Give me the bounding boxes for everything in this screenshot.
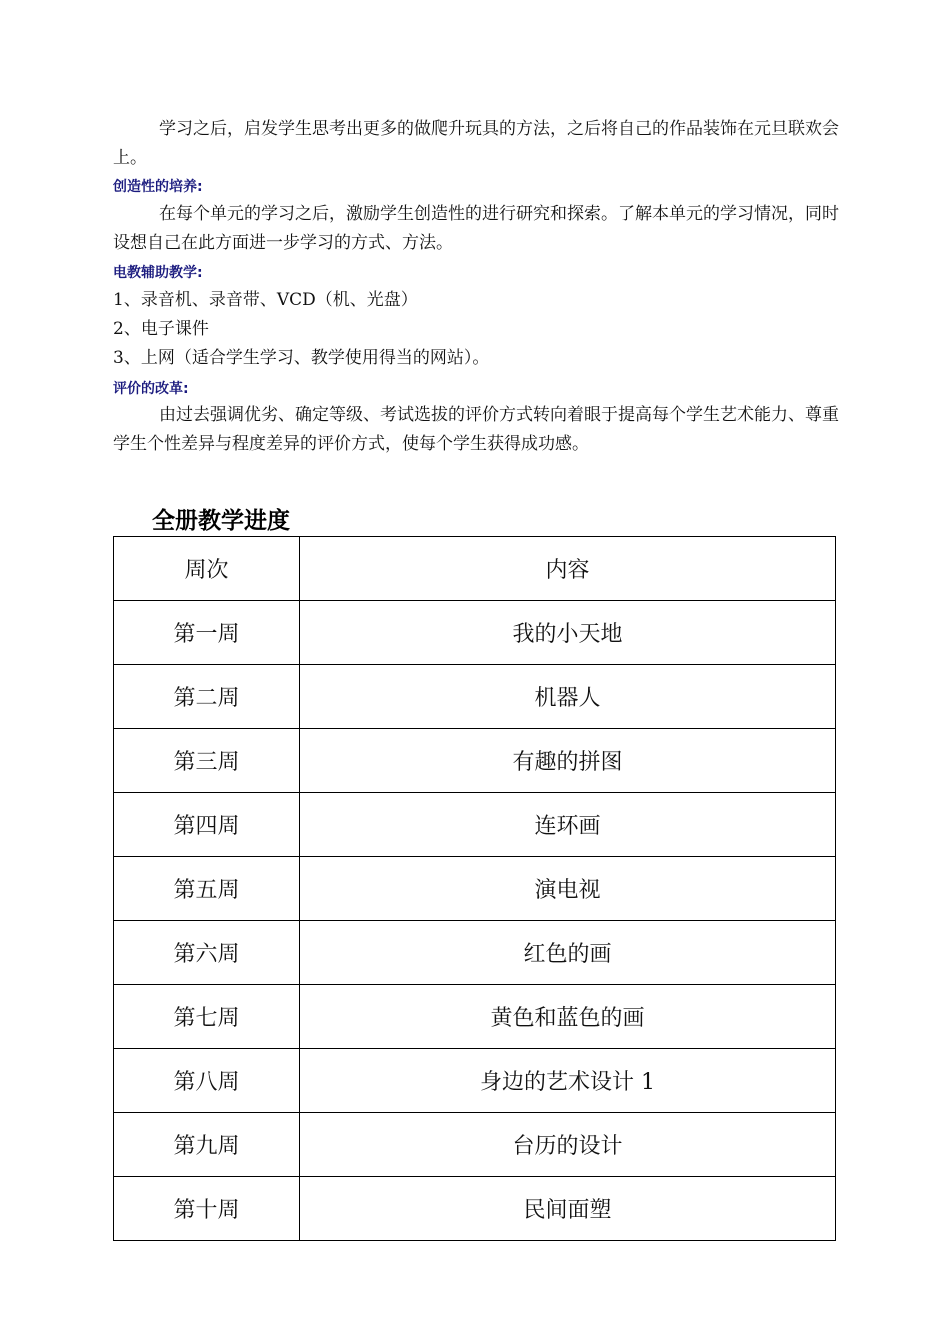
week-cell: 第七周	[114, 985, 300, 1049]
creativity-heading: 创造性的培养:	[113, 179, 203, 195]
table-row	[114, 729, 836, 793]
week-cell: 第五周	[114, 857, 300, 921]
table-row	[114, 857, 836, 921]
schedule-title: 全册教学进度	[152, 508, 290, 534]
week-cell: 第二周	[114, 665, 300, 729]
content-cell: 演电视	[300, 857, 836, 921]
content-cell: 身边的艺术设计 1	[300, 1049, 836, 1113]
week-cell: 第三周	[114, 729, 300, 793]
week-cell: 第九周	[114, 1113, 300, 1177]
av-heading: 电教辅助教学:	[113, 265, 203, 281]
content-cell: 我的小天地	[300, 601, 836, 665]
table-row	[114, 793, 836, 857]
intro-paragraph: 学习之后，启发学生思考出更多的做爬升玩具的方法，之后将自己的作品装饰在元旦联欢会上。	[113, 119, 839, 168]
av-item-3: 3、上网（适合学生学习、教学使用得当的网站）。	[113, 348, 490, 368]
eval-paragraph: 由过去强调优劣、确定等级、考试选拔的评价方式转向着眼于提高每个学生艺术能力、尊重学生个性差异与程度差异的评价方式，使每个学生获得成功感。	[113, 405, 839, 454]
week-cell: 第八周	[114, 1049, 300, 1113]
table-row	[114, 985, 836, 1049]
content-cell: 民间面塑	[300, 1177, 836, 1241]
schedule-table	[113, 536, 836, 1241]
creativity-paragraph: 在每个单元的学习之后，激励学生创造性的进行研究和探索。了解本单元的学习情况，同时设想自己在此方面进一步学习的方式、方法。	[113, 204, 839, 253]
content-cell: 有趣的拼图	[300, 729, 836, 793]
av-item-1: 1、录音机、录音带、VCD（机、光盘）	[113, 290, 418, 310]
week-cell: 第一周	[114, 601, 300, 665]
content-cell: 台历的设计	[300, 1113, 836, 1177]
table-row	[114, 1113, 836, 1177]
content-cell: 连环画	[300, 793, 836, 857]
table-header-row	[114, 537, 836, 601]
content-cell: 黄色和蓝色的画	[300, 985, 836, 1049]
table-row	[114, 665, 836, 729]
table-row	[114, 1177, 836, 1241]
content-cell: 机器人	[300, 665, 836, 729]
eval-heading: 评价的改革:	[113, 381, 189, 397]
table-row	[114, 1049, 836, 1113]
table-row	[114, 921, 836, 985]
week-cell: 第六周	[114, 921, 300, 985]
header-week: 周次	[114, 537, 300, 601]
table-row	[114, 601, 836, 665]
header-content: 内容	[300, 537, 836, 601]
av-item-2: 2、电子课件	[113, 319, 209, 339]
week-cell: 第十周	[114, 1177, 300, 1241]
content-cell: 红色的画	[300, 921, 836, 985]
week-cell: 第四周	[114, 793, 300, 857]
